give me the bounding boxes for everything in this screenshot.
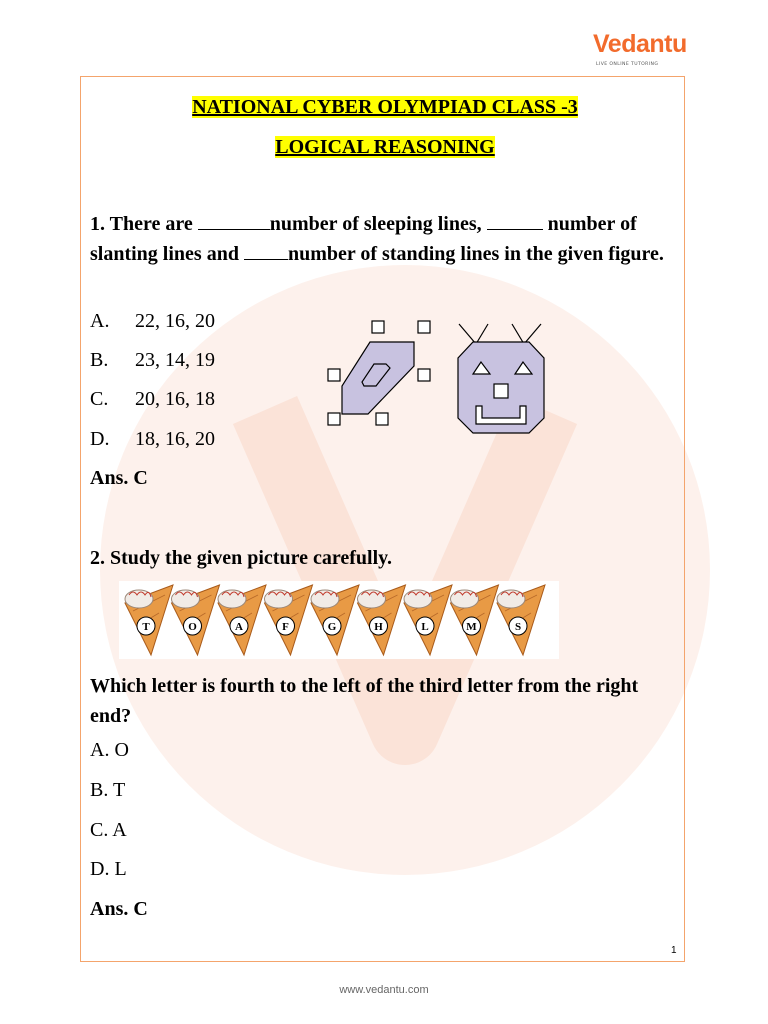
answer-blank xyxy=(487,213,543,230)
cone-letter: G xyxy=(327,621,337,633)
cone-letter: T xyxy=(142,621,150,633)
q2-cone-figure xyxy=(119,581,559,659)
vedantu-logo xyxy=(593,30,703,70)
cone-letter: M xyxy=(466,621,477,633)
answer-blank xyxy=(198,213,270,230)
cone-letter: S xyxy=(514,621,522,633)
cone-letter: L xyxy=(421,621,429,633)
answer-blank xyxy=(244,243,288,260)
ice-cream-cone xyxy=(172,585,220,655)
page-title: NATIONAL CYBER OLYMPIAD CLASS -3 xyxy=(192,96,578,118)
q1-option-c: C. 20, 16, 18 xyxy=(90,388,215,410)
page-subtitle: LOGICAL REASONING xyxy=(275,136,495,158)
q1-option-b: B. 23, 14, 19 xyxy=(90,349,215,371)
ice-cream-cone xyxy=(218,585,266,655)
q2-option-a: A. O xyxy=(90,739,129,761)
q2-option-b: B. T xyxy=(90,779,126,801)
q2-answer: Ans. C xyxy=(90,898,148,920)
question-2-text: Which letter is fourth to the left of the third letter from the right end? xyxy=(90,675,639,727)
ice-cream-cone xyxy=(451,585,499,655)
logo-tagline: LIVE ONLINE TUTORING xyxy=(596,62,659,67)
q1-option-a: A. 22, 16, 20 xyxy=(90,310,215,332)
ice-cream-cone xyxy=(358,585,406,655)
ice-cream-cone xyxy=(311,585,359,655)
q2-option-d: D. L xyxy=(90,858,127,880)
ice-cream-cone xyxy=(125,585,173,655)
cone-letter: F xyxy=(282,621,289,633)
ice-cream-cone xyxy=(265,585,313,655)
logo-wordmark: Vedantu xyxy=(593,30,687,58)
cone-letter: O xyxy=(188,621,197,633)
cone-letter: A xyxy=(235,621,243,633)
q1-option-d: D. 18, 16, 20 xyxy=(90,428,215,450)
q1-answer: Ans. C xyxy=(90,467,148,489)
footer-url: www.vedantu.com xyxy=(339,984,429,996)
ice-cream-cone xyxy=(497,585,545,655)
q2-option-c: C. A xyxy=(90,819,127,841)
ice-cream-cone xyxy=(404,585,452,655)
q1-line-figure xyxy=(326,318,551,438)
cone-letter: H xyxy=(374,621,383,633)
question-1-text: 1. There are number of sleeping lines, number of slanting lines and number of standing lines in the given figure. xyxy=(90,213,664,265)
question-2-intro: 2. Study the given picture carefully. xyxy=(90,547,393,569)
page-number: 1 xyxy=(671,945,677,956)
